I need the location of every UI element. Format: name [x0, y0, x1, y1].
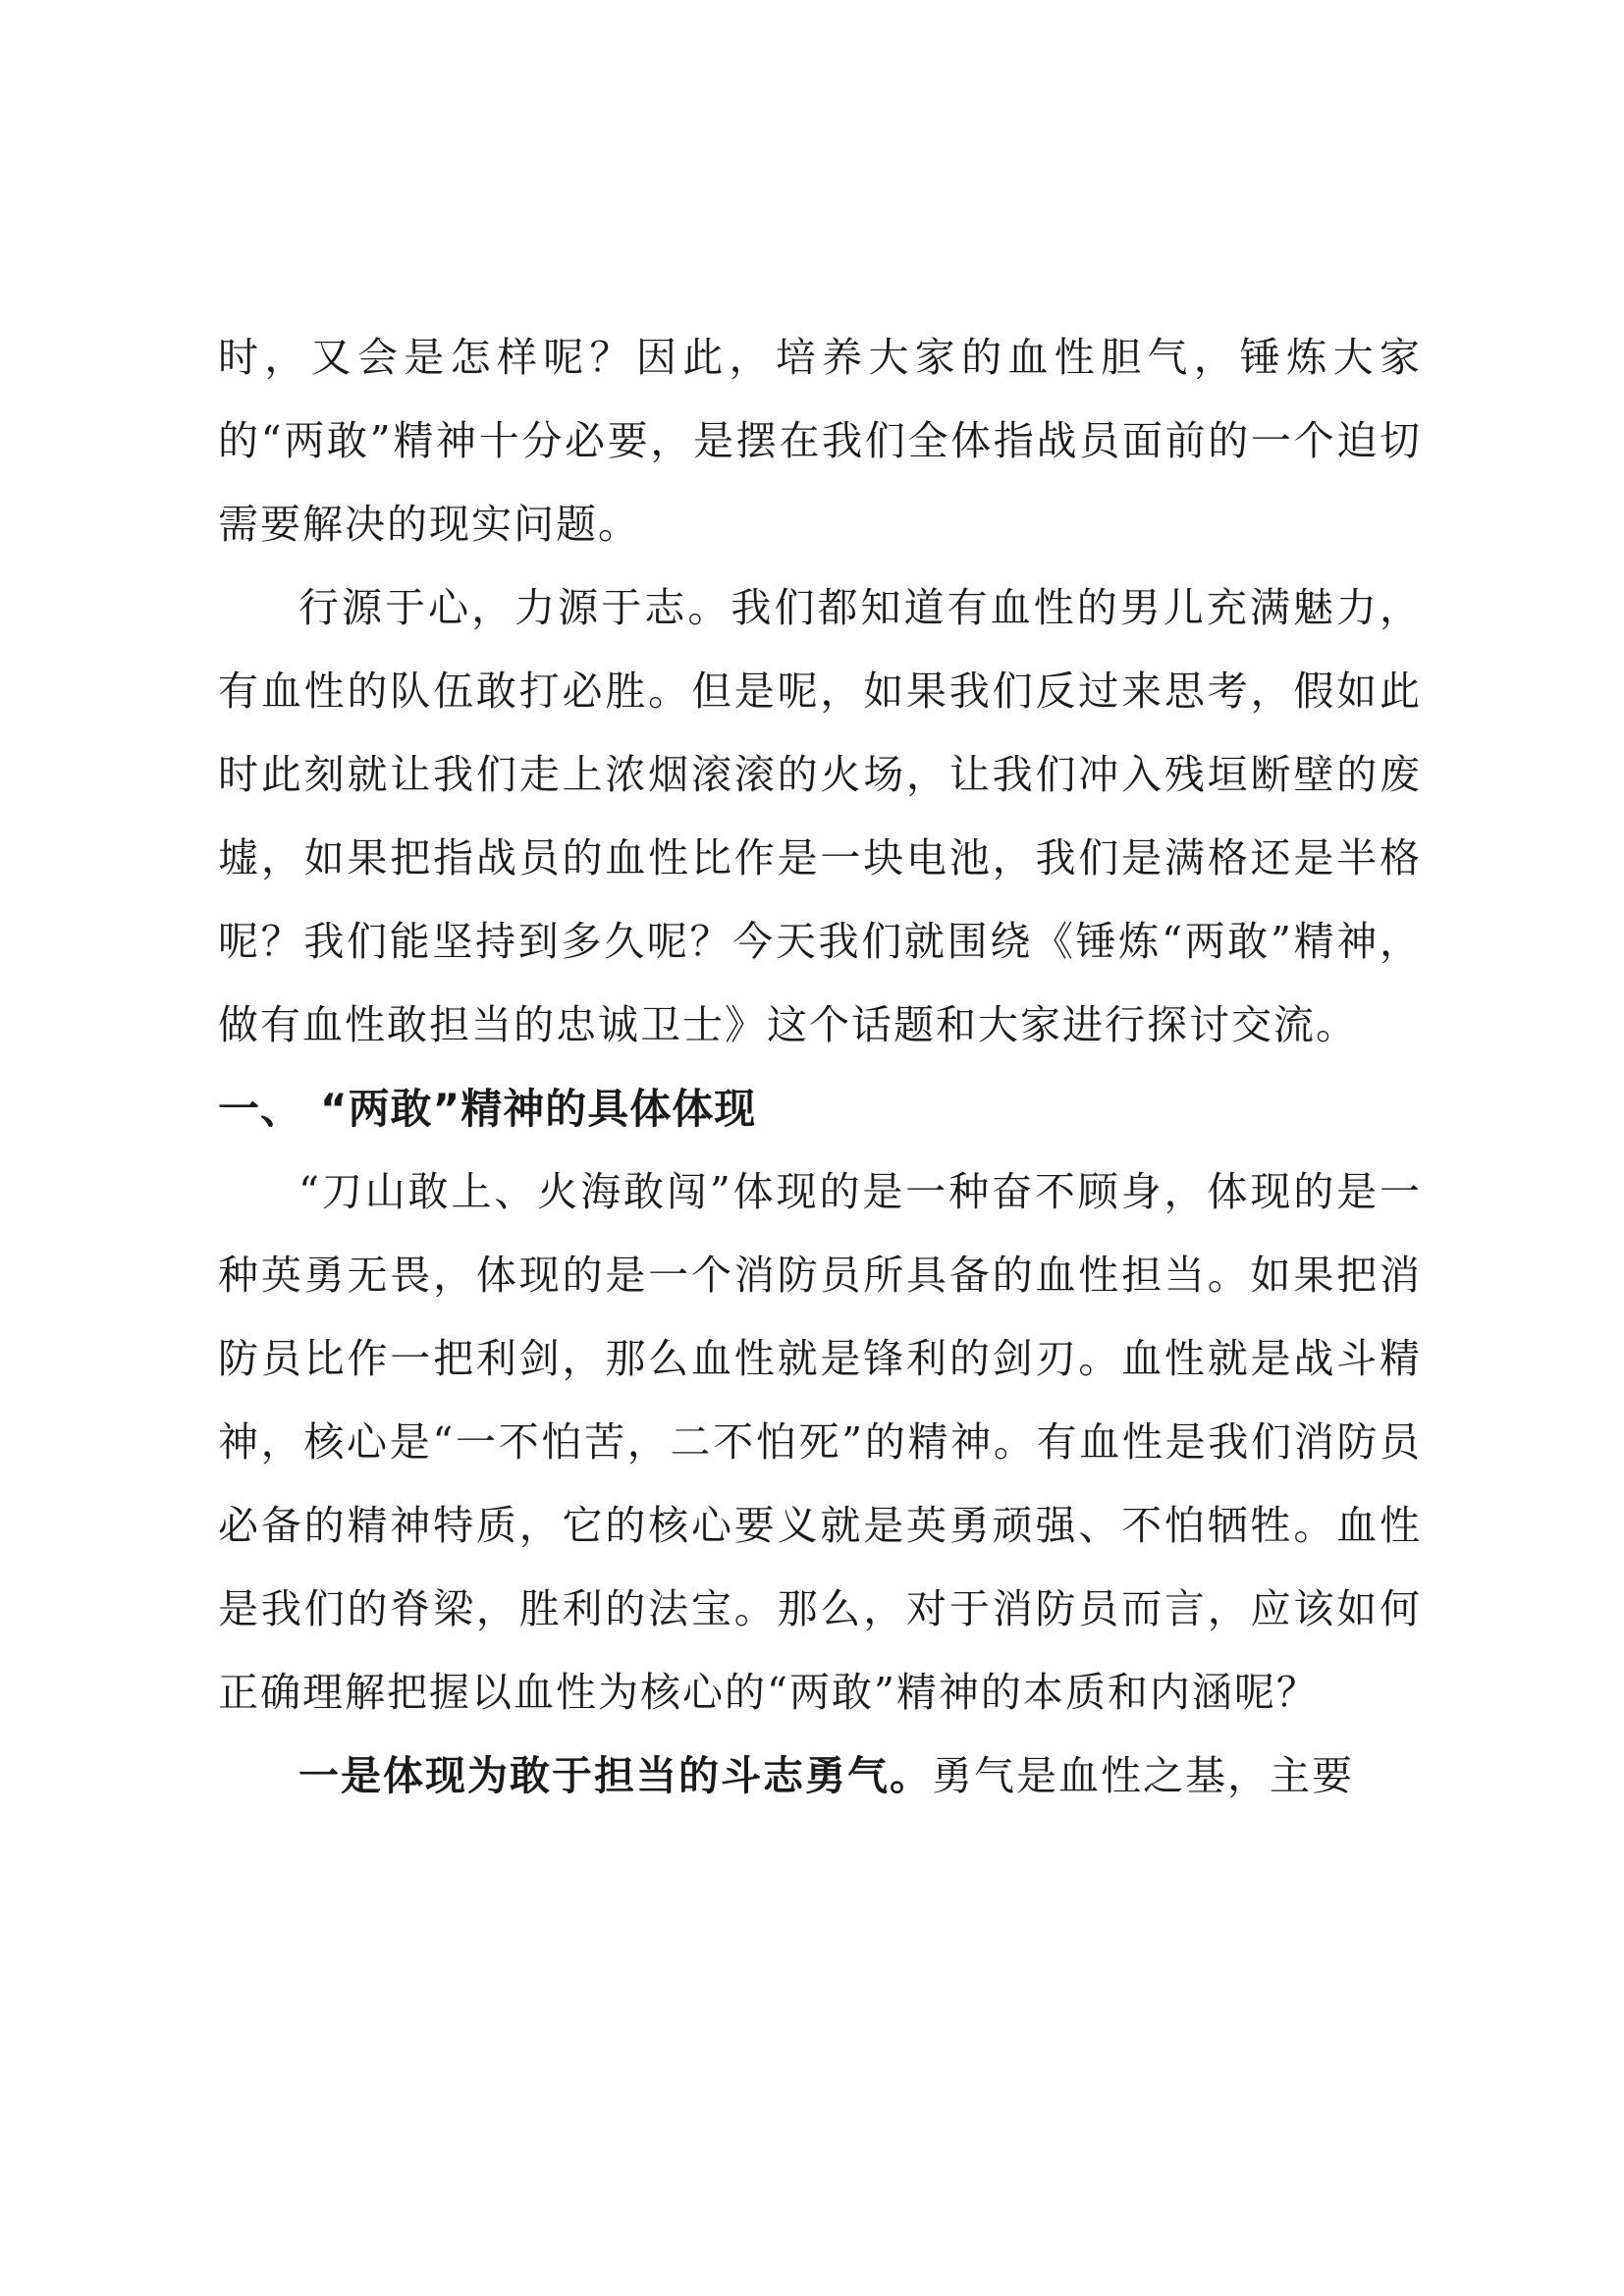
paragraph-point-one: [218, 1735, 1422, 1818]
point-one-lead: 一是体现为敢于担当的斗志勇气。: [298, 1752, 932, 1799]
paragraph-continuation: 时，又会是怎样呢？因此，培养大家的血性胆气，锤炼大家的“两敢”精神十分必要，是摆在我们全体指战员面前的一个迫切需要解决的现实问题。: [218, 334, 1422, 548]
paragraph-section-body: “刀山敢上、火海敢闯”体现的是一种奋不顾身，体现的是一种英勇无畏，体现的是一个消防员所具备的血性担当。如果把消防员比作一把利剑，那么血性就是锋利的剑刃。血性就是战斗精神，核心是“一不怕苦，二不怕死”的精神。有血性是我们消防员必备的精神特质，它的核心要义就是英勇顽强、不怕牺牲。血性是我们的脊梁，胜利的法宝。那么，对于消防员而言，应该如何正确理解把握以血性为核心的“两敢”精神的本质和内涵呢？: [218, 1168, 1422, 1716]
point-one-text: 勇气是血性之基，主要: [932, 1752, 1354, 1799]
section-heading-title: “两敢”精神的具体体现: [320, 1085, 757, 1133]
paragraph-intro: 行源于心，力源于志。我们都知道有血性的男儿充满魅力，有血性的队伍敢打必胜。但是呢，如果我们反过来思考，假如此时此刻就让我们走上浓烟滚滚的火场，让我们冲入残垣断壁的废墟，如果把指战员的血性比作是一块电池，我们是满格还是半格呢？我们能坚持到多久呢？今天我们就围绕《锤炼“两敢”精神，做有血性敢担当的忠诚卫士》这个话题和大家进行探讨交流。: [218, 584, 1422, 1048]
section-heading: [218, 1067, 1422, 1150]
section-heading-number: 一、: [218, 1085, 303, 1133]
document-body: [218, 316, 1422, 1818]
